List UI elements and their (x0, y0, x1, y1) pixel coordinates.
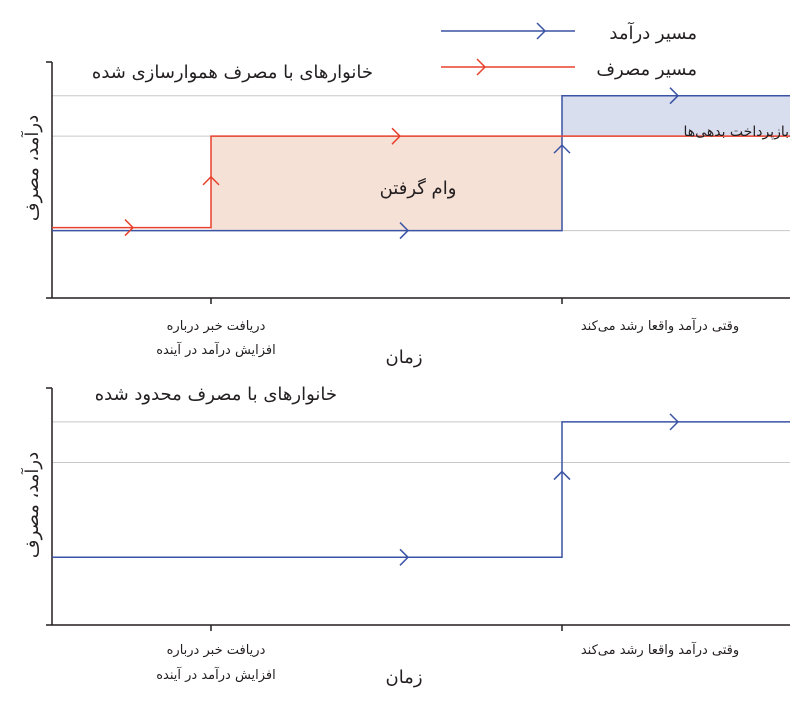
y-axis-label: درآمد، مصرف (22, 114, 43, 222)
x-axis-label: زمان (385, 347, 423, 368)
panel-smoothing (20, 62, 790, 368)
legend (441, 21, 697, 80)
legend-income-label: مسیر درآمد (609, 23, 697, 44)
income-path (52, 422, 790, 557)
panel-constrained (20, 384, 790, 688)
y-axis-label: درآمد، مصرف (22, 451, 43, 559)
x-tick-news-label-line1: دریافت خبر درباره (166, 319, 266, 334)
borrowing-annotation: وام گرفتن (379, 178, 457, 199)
x-tick-growth-label: وقتی درآمد واقعا رشد می‌کند (580, 643, 740, 658)
x-tick-growth-label: وقتی درآمد واقعا رشد می‌کند (580, 319, 740, 334)
repayment-annotation: بازپرداخت بدهی‌ها (683, 124, 789, 140)
x-axis-label: زمان (385, 667, 423, 688)
x-tick-news-label-line2: افزایش درآمد در آینده (156, 343, 276, 358)
panel-title: خانوارهای با مصرف محدود شده (94, 384, 337, 405)
panel-title: خانوارهای با مصرف هموارسازی شده (91, 62, 373, 83)
x-tick-news-label-line2: افزایش درآمد در آینده (156, 668, 276, 683)
income-arrows (400, 414, 678, 565)
legend-consumption-label: مسیر مصرف (596, 59, 697, 80)
x-tick-news-label-line1: دریافت خبر درباره (166, 643, 266, 658)
